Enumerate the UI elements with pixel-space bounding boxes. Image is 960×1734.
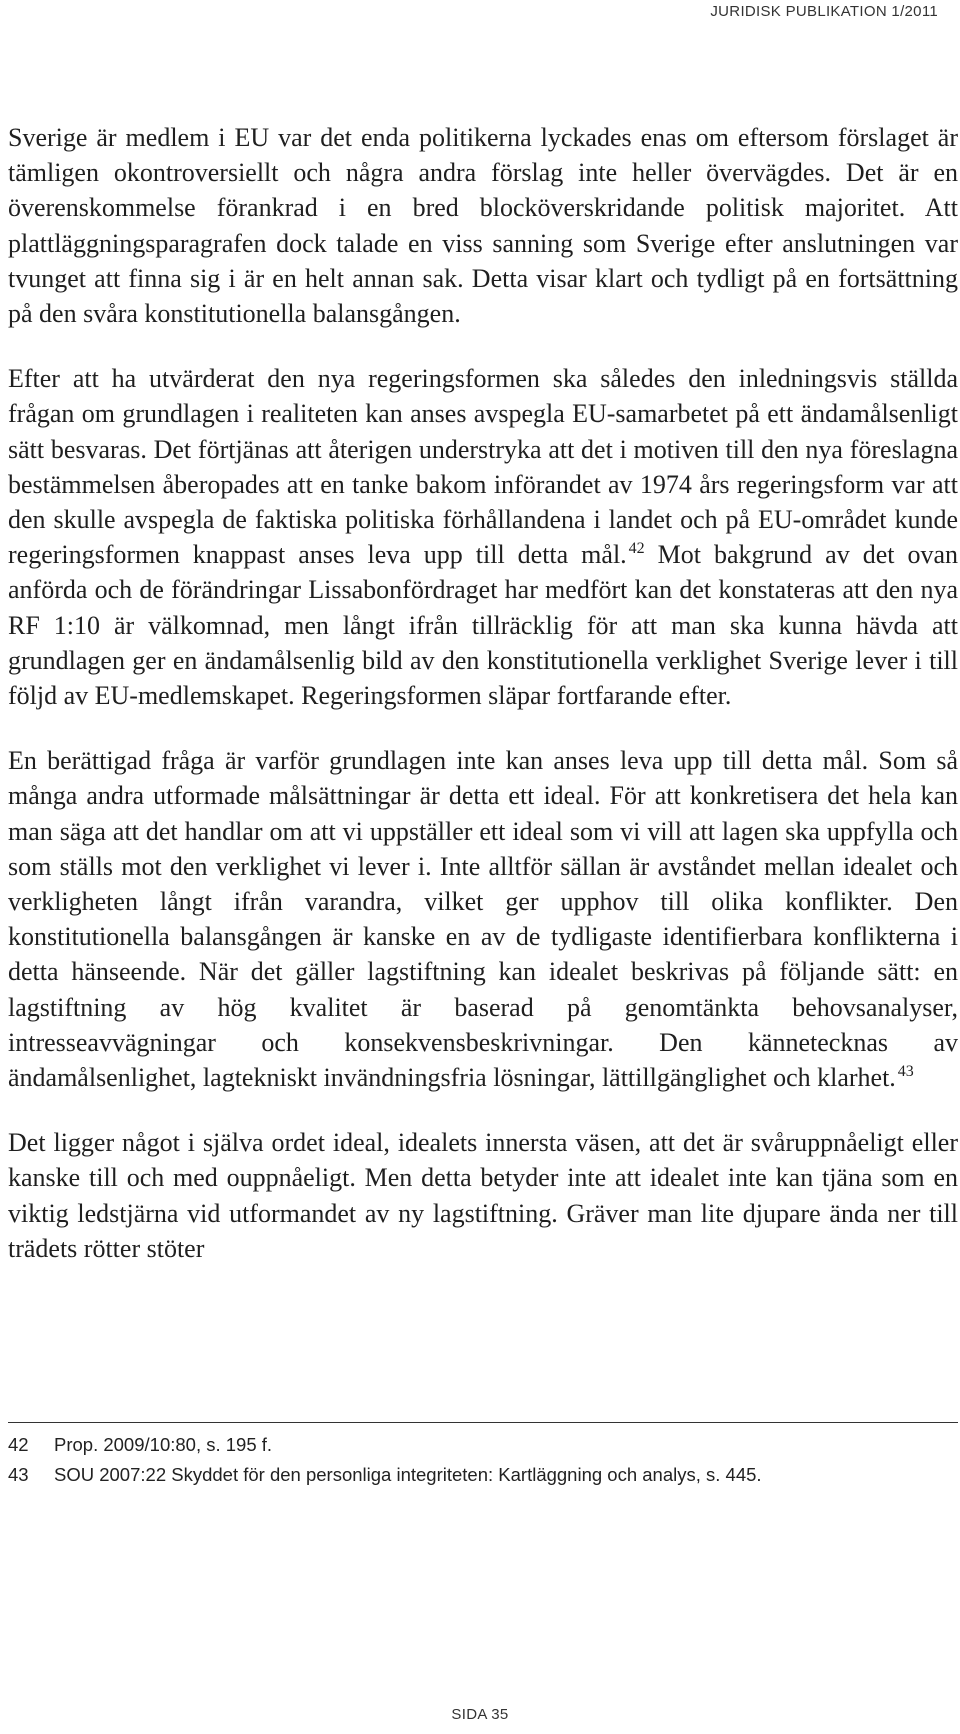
footnote-number: 42 [8,1434,29,1455]
running-header: JURIDISK PUBLIKATION 1/2011 [710,3,938,20]
footnote-reference[interactable]: 42 [628,540,645,558]
footnote-text: Prop. 2009/10:80, s. 195 f. [54,1434,273,1455]
article-body [8,120,958,1296]
paragraph [8,743,958,1095]
paragraph-text: En berättigad fråga är varför grundlagen inte kan anses leva upp till detta mål. Som så många andra utformade målsättningar är detta ett ideal. För att konkretisera det hela kan man säga att det handlar om att vi uppställer ett ideal som vi vill att lagen ska uppfylla och som ställs mot den verklighet vi lever i. Inte alltför sällan är avståndet mellan idealet och verkligheten långt ifrån varandra, vilket ger upphov till olika konflikter. Den konstitutionella balansgången är kanske en av de tydligaste identifierbara konflikterna i detta hänseende. När det gäller lagstiftning kan idealet beskrivas på följande sätt: en lagstiftning av hög kvalitet är baserad på genomtänkta behovsanalyser, intresseavvägningar och konsekvensbeskrivningar. Den kännetecknas av ändamålsenlighet, lagtekniskt invändningsfria lösningar, lättillgänglighet och klarhet. [8,746,958,1093]
footnotes [8,1430,958,1490]
paragraph: Det ligger något i själva ordet ideal, idealets innersta väsen, att det är svåruppnåeligt eller kanske till och med ouppnåeligt. Men detta betyder inte att idealet inte kan tjäna som en viktig ledstjärna vid utformandet av ny lagstiftning. Gräver man lite djupare ända ner till trädets rötter stöter [8,1128,958,1263]
footnote-text: SOU 2007:22 Skyddet för den personliga integriteten: Kartläggning och analys, s. 445. [54,1464,762,1485]
footnote [8,1460,958,1490]
paragraph: Sverige är medlem i EU var det enda politikerna lyckades enas om eftersom förslaget är tämligen okontroversiellt och några andra förslag inte heller övervägdes. Det är en överenskommelse förankrad i en bred blocköverskridande politisk majoritet. Att plattläggningsparagrafen dock talade en viss sanning som Sverige efter anslutningen var tvunget att finna sig i är en helt annan sak. Detta visar klart och tydligt på en fortsättning på den svåra konstitutionella balansgången. [8,123,958,329]
paragraph [8,361,958,713]
footnote-number: 43 [8,1464,29,1485]
paragraph-text: Mot bakgrund av det ovan anförda och de förändringar Lissabonfördraget har medfört kan det konstateras att den nya RF 1:10 är välkomnad, men långt ifrån tillräcklig för att man ska kunna hävda att grundlagen ger en ändamålsenlig bild av den konstitutionella verklighet Sverige lever i till följd av EU-medlemskapet. Regeringsformen släpar fortfarande efter. [8,540,958,711]
footnote-reference[interactable]: 43 [897,1063,914,1081]
footnote [8,1430,958,1460]
paragraph-text: Efter att ha utvärderat den nya regeringsformen ska således den inledningsvis ställda frågan om grundlagen i realiteten kan anses avspegla EU-samarbetet på ett ändamålsenligt sätt besvaras. Det förtjänas att återigen understryka att det i motiven till den nya föreslagna bestämmelsen åberopades att en tanke bakom införandet av 1974 års regeringsform var att den skulle avspegla de faktiska politiska förhållandena i landet och på EU-området kunde regeringsformen knappast anses leva upp till detta mål. [8,364,958,570]
footnote-divider [8,1422,958,1423]
page-number: SIDA 35 [451,1706,509,1723]
